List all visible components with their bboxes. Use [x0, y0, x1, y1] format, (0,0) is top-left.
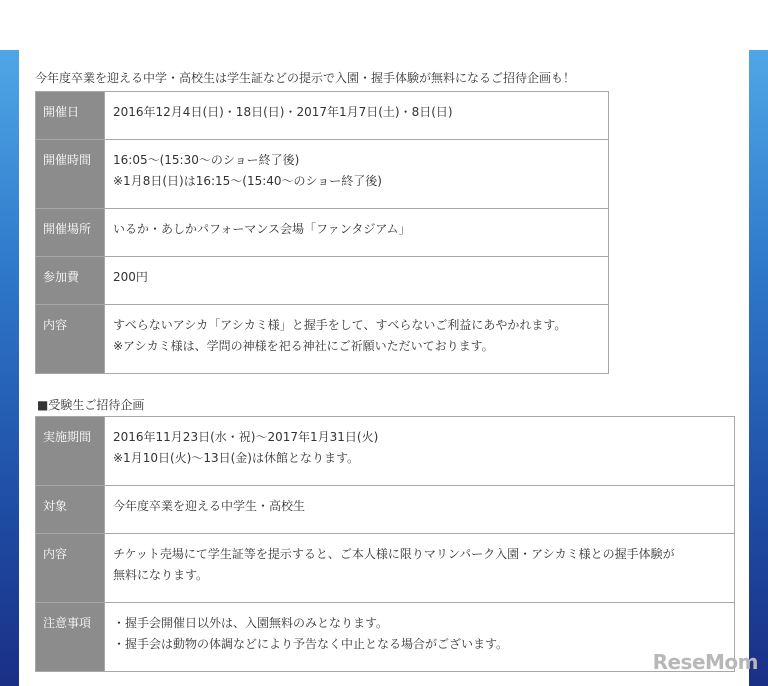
- row-header: 対象: [36, 486, 105, 534]
- row-value: [105, 140, 609, 209]
- row-value: [105, 417, 735, 486]
- row-header: 内容: [36, 305, 105, 374]
- table-row: [36, 209, 609, 257]
- resemom-logo: ReseMom: [652, 650, 758, 674]
- value-line: いるか・あしかパフォーマンス会場「ファンタジアム」: [113, 222, 411, 236]
- row-value: [105, 257, 609, 305]
- row-header: 注意事項: [36, 603, 105, 672]
- row-header: 開催日: [36, 92, 105, 140]
- row-value: [105, 486, 735, 534]
- row-header: 実施期間: [36, 417, 105, 486]
- row-value: [105, 305, 609, 374]
- value-line: 2016年11月23日(水・祝)～2017年1月31日(火): [113, 430, 379, 444]
- table-row: [36, 140, 609, 209]
- section-title: ■受験生ご招待企画: [37, 398, 145, 412]
- value-line: 今年度卒業を迎える中学生・高校生: [113, 499, 306, 513]
- table-row: [36, 92, 609, 140]
- value-line: チケット売場にて学生証等を提示すると、ご本人様に限りマリンパーク入園・アシカミ様との握手体験が: [113, 547, 675, 561]
- row-value: [105, 92, 609, 140]
- value-line: ※アシカミ様は、学問の神様を祀る神社にご祈願いただいております。: [113, 339, 494, 353]
- value-line: ・握手会は動物の体調などにより予告なく中止となる場合がございます。: [113, 637, 509, 651]
- right-gradient-bar: [749, 50, 768, 686]
- article-content: [19, 50, 749, 686]
- table-row: [36, 534, 735, 603]
- exam-student-invitation-table: [35, 416, 735, 672]
- table-row: [36, 603, 735, 672]
- value-line: ・握手会開催日以外は、入園無料のみとなります。: [113, 616, 389, 630]
- table-row: [36, 257, 609, 305]
- value-line: 2016年12月4日(日)・18日(日)・2017年1月7日(土)・8日(日): [113, 105, 453, 119]
- value-line: 200円: [113, 270, 148, 284]
- row-value: [105, 209, 609, 257]
- row-header: 参加費: [36, 257, 105, 305]
- value-line: ※1月10日(火)～13日(金)は休館となります。: [113, 451, 359, 465]
- event-info-table: [35, 91, 609, 374]
- row-header: 開催場所: [36, 209, 105, 257]
- table-row: [36, 305, 609, 374]
- value-line: 無料になります。: [113, 568, 209, 582]
- table-row: [36, 486, 735, 534]
- left-gradient-bar: [0, 50, 19, 686]
- value-line: 16:05～(15:30～のショー終了後): [113, 153, 300, 167]
- table-row: [36, 417, 735, 486]
- intro-text: 今年度卒業を迎える中学・高校生は学生証などの提示で入園・握手体験が無料になるご招待企画も！: [35, 71, 576, 85]
- row-header: 開催時間: [36, 140, 105, 209]
- row-value: [105, 534, 735, 603]
- row-value: [105, 603, 735, 672]
- value-line: ※1月8日(日)は16:15～(15:40～のショー終了後): [113, 174, 382, 188]
- value-line: すべらないアシカ「アシカミ様」と握手をして、すべらないご利益にあやかれます。: [113, 318, 567, 332]
- row-header: 内容: [36, 534, 105, 603]
